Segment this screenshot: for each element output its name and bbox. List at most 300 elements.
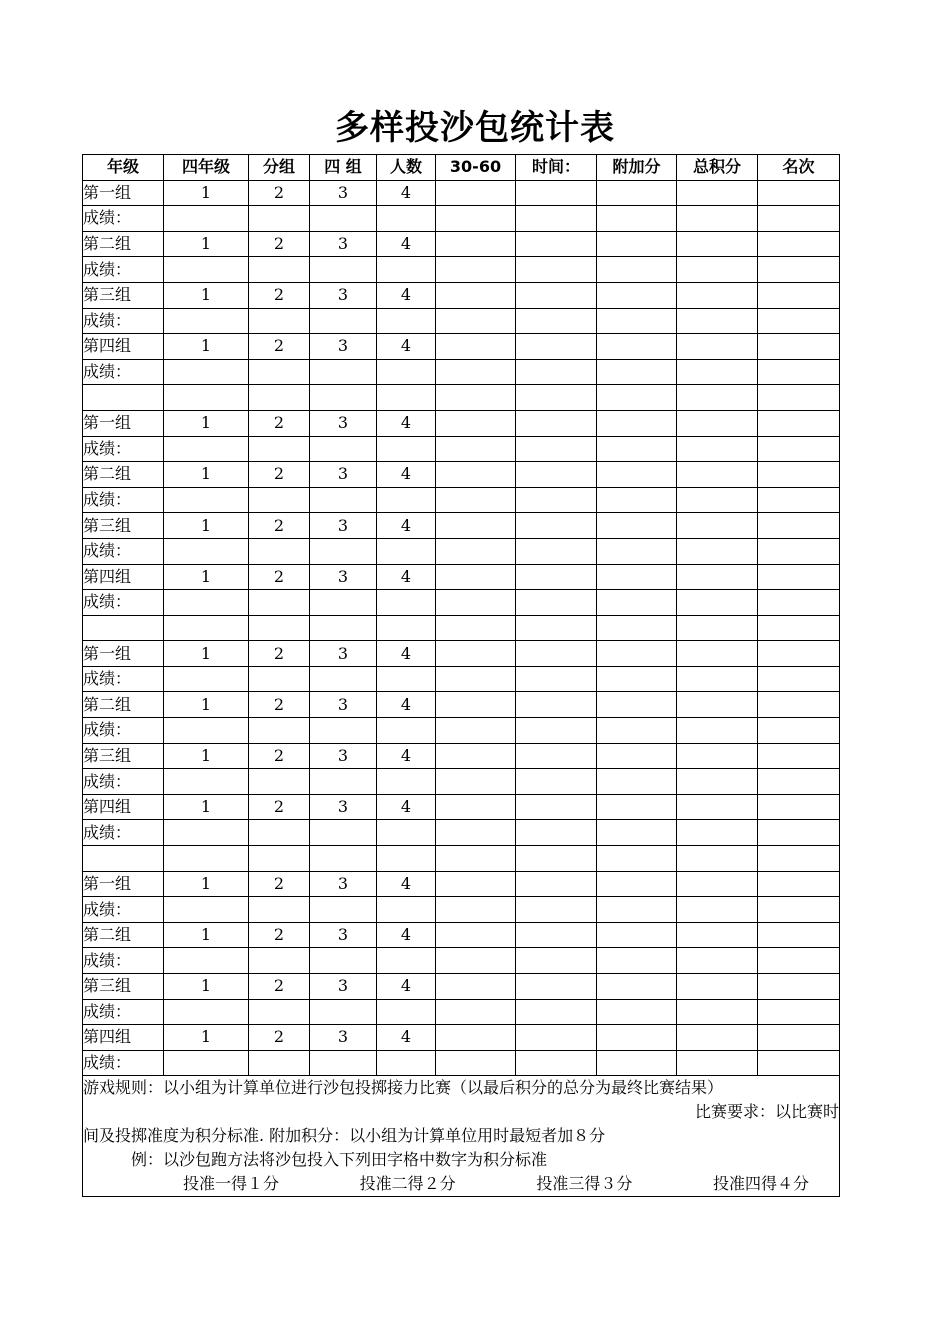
empty-cell	[164, 820, 249, 846]
empty-cell	[516, 1025, 597, 1051]
empty-cell	[249, 359, 310, 385]
empty-cell	[164, 846, 249, 872]
group-number: 2	[249, 410, 310, 436]
empty-cell	[597, 820, 677, 846]
empty-cell	[377, 206, 436, 232]
empty-cell	[516, 513, 597, 539]
empty-cell	[758, 462, 840, 488]
empty-cell	[436, 590, 516, 616]
empty-cell	[164, 666, 249, 692]
empty-cell	[310, 436, 377, 462]
group-number: 3	[310, 513, 377, 539]
empty-cell	[436, 897, 516, 923]
group-number: 1	[164, 564, 249, 590]
group-number: 1	[164, 282, 249, 308]
empty-cell	[677, 334, 758, 360]
empty-cell	[677, 231, 758, 257]
group-name: 第二组	[83, 462, 164, 488]
empty-cell	[516, 974, 597, 1000]
empty-cell	[516, 462, 597, 488]
group-number: 1	[164, 641, 249, 667]
score-row	[83, 538, 840, 564]
group-number: 4	[377, 231, 436, 257]
empty-cell	[597, 922, 677, 948]
score-row	[83, 436, 840, 462]
group-row	[83, 334, 840, 360]
empty-cell	[249, 846, 310, 872]
group-number: 1	[164, 334, 249, 360]
empty-cell	[758, 794, 840, 820]
empty-cell	[164, 487, 249, 513]
group-number: 2	[249, 513, 310, 539]
empty-cell	[436, 359, 516, 385]
empty-cell	[249, 308, 310, 334]
empty-cell	[677, 385, 758, 411]
score-row	[83, 257, 840, 283]
group-number: 3	[310, 743, 377, 769]
table-body	[83, 180, 840, 1076]
group-number: 4	[377, 922, 436, 948]
empty-cell	[597, 308, 677, 334]
score-label: 成绩：	[83, 897, 164, 923]
score-row	[83, 820, 840, 846]
empty-cell	[164, 615, 249, 641]
empty-cell	[310, 590, 377, 616]
group-number: 1	[164, 922, 249, 948]
group-number: 4	[377, 743, 436, 769]
group-row	[83, 692, 840, 718]
empty-cell	[597, 769, 677, 795]
empty-cell	[597, 180, 677, 206]
empty-cell	[436, 513, 516, 539]
group-number: 2	[249, 794, 310, 820]
group-number: 3	[310, 641, 377, 667]
empty-cell	[516, 359, 597, 385]
rules-row	[83, 1076, 840, 1197]
group-number: 1	[164, 974, 249, 1000]
empty-cell	[436, 410, 516, 436]
empty-cell	[249, 615, 310, 641]
empty-cell	[310, 820, 377, 846]
empty-cell	[597, 897, 677, 923]
empty-cell	[677, 743, 758, 769]
empty-cell	[310, 487, 377, 513]
empty-cell	[597, 410, 677, 436]
group-number: 1	[164, 743, 249, 769]
group-number: 4	[377, 334, 436, 360]
empty-cell	[597, 718, 677, 744]
group-name: 第二组	[83, 692, 164, 718]
header-cell: 总积分	[677, 155, 758, 181]
empty-cell	[677, 922, 758, 948]
score-label: 成绩：	[83, 948, 164, 974]
empty-cell	[597, 948, 677, 974]
empty-cell	[758, 948, 840, 974]
empty-cell	[377, 538, 436, 564]
header-cell: 四年级	[164, 155, 249, 181]
group-number: 2	[249, 1025, 310, 1051]
empty-cell	[677, 513, 758, 539]
empty-cell	[758, 897, 840, 923]
empty-cell	[249, 487, 310, 513]
empty-cell	[516, 180, 597, 206]
empty-cell	[597, 615, 677, 641]
empty-cell	[516, 794, 597, 820]
group-name: 第一组	[83, 641, 164, 667]
header-cell: 30-60	[436, 155, 516, 181]
group-number: 2	[249, 334, 310, 360]
rules-line: 例：以沙包跑方法将沙包投入下列田字格中数字为积分标准	[131, 1150, 548, 1170]
empty-cell	[249, 257, 310, 283]
empty-cell	[597, 462, 677, 488]
empty-cell	[377, 846, 436, 872]
empty-cell	[597, 257, 677, 283]
group-row	[83, 974, 840, 1000]
group-number: 1	[164, 231, 249, 257]
empty-cell	[436, 743, 516, 769]
group-number: 2	[249, 180, 310, 206]
empty-cell	[677, 692, 758, 718]
empty-cell	[677, 794, 758, 820]
empty-cell	[758, 436, 840, 462]
empty-cell	[249, 718, 310, 744]
group-name: 第四组	[83, 794, 164, 820]
empty-cell	[249, 538, 310, 564]
empty-cell	[310, 897, 377, 923]
group-number: 1	[164, 871, 249, 897]
empty-cell	[436, 436, 516, 462]
empty-cell	[164, 897, 249, 923]
empty-cell	[377, 1050, 436, 1076]
empty-cell	[377, 308, 436, 334]
group-name: 第一组	[83, 410, 164, 436]
spacer-row	[83, 615, 840, 641]
group-number: 4	[377, 564, 436, 590]
empty-cell	[377, 487, 436, 513]
group-number: 4	[377, 974, 436, 1000]
empty-cell	[516, 692, 597, 718]
empty-cell	[516, 231, 597, 257]
empty-cell	[436, 180, 516, 206]
empty-cell	[677, 462, 758, 488]
score-label: 成绩：	[83, 1050, 164, 1076]
empty-cell	[597, 231, 677, 257]
group-row	[83, 410, 840, 436]
empty-cell	[436, 820, 516, 846]
group-row	[83, 564, 840, 590]
group-row	[83, 282, 840, 308]
spacer-row	[83, 846, 840, 872]
group-number: 3	[310, 974, 377, 1000]
empty-cell	[758, 385, 840, 411]
empty-cell	[597, 282, 677, 308]
empty-cell	[164, 385, 249, 411]
empty-cell	[436, 718, 516, 744]
score-label: 成绩：	[83, 436, 164, 462]
empty-cell	[436, 257, 516, 283]
empty-cell	[436, 206, 516, 232]
empty-cell	[516, 948, 597, 974]
empty-cell	[597, 974, 677, 1000]
empty-cell	[758, 487, 840, 513]
empty-cell	[164, 718, 249, 744]
score-row	[83, 718, 840, 744]
rules-line: 游戏规则：以小组为计算单位进行沙包投掷接力比赛（以最后积分的总分为最终比赛结果）	[83, 1078, 724, 1098]
empty-cell	[516, 718, 597, 744]
empty-cell	[758, 718, 840, 744]
empty-cell	[677, 206, 758, 232]
group-number: 2	[249, 743, 310, 769]
score-row	[83, 769, 840, 795]
empty-cell	[758, 410, 840, 436]
spacer-row	[83, 385, 840, 411]
empty-cell	[597, 743, 677, 769]
empty-cell	[516, 820, 597, 846]
score-label: 成绩：	[83, 820, 164, 846]
group-number: 3	[310, 564, 377, 590]
group-row	[83, 922, 840, 948]
group-number: 3	[310, 794, 377, 820]
empty-cell	[516, 538, 597, 564]
empty-cell	[516, 641, 597, 667]
empty-cell	[677, 487, 758, 513]
rules-cell	[83, 1076, 840, 1197]
empty-cell	[597, 564, 677, 590]
empty-cell	[164, 948, 249, 974]
empty-cell	[516, 769, 597, 795]
score-label: 成绩：	[83, 718, 164, 744]
empty-cell	[83, 385, 164, 411]
empty-cell	[516, 436, 597, 462]
score-row	[83, 897, 840, 923]
group-number: 2	[249, 974, 310, 1000]
empty-cell	[677, 769, 758, 795]
empty-cell	[758, 564, 840, 590]
group-number: 3	[310, 410, 377, 436]
empty-cell	[249, 769, 310, 795]
header-cell: 四 组	[310, 155, 377, 181]
score-rule: 投准一得１分	[183, 1174, 280, 1194]
empty-cell	[436, 564, 516, 590]
group-row	[83, 794, 840, 820]
score-row	[83, 359, 840, 385]
score-row	[83, 999, 840, 1025]
empty-cell	[516, 846, 597, 872]
group-number: 3	[310, 692, 377, 718]
group-name: 第一组	[83, 180, 164, 206]
empty-cell	[758, 180, 840, 206]
group-number: 4	[377, 871, 436, 897]
empty-cell	[677, 564, 758, 590]
empty-cell	[758, 743, 840, 769]
group-number: 1	[164, 180, 249, 206]
empty-cell	[758, 820, 840, 846]
empty-cell	[597, 871, 677, 897]
empty-cell	[249, 820, 310, 846]
group-number: 3	[310, 334, 377, 360]
group-number: 1	[164, 1025, 249, 1051]
empty-cell	[758, 922, 840, 948]
score-label: 成绩：	[83, 538, 164, 564]
header-cell: 分组	[249, 155, 310, 181]
group-number: 2	[249, 282, 310, 308]
group-number: 4	[377, 462, 436, 488]
group-number: 1	[164, 513, 249, 539]
score-label: 成绩：	[83, 590, 164, 616]
empty-cell	[516, 615, 597, 641]
empty-cell	[164, 538, 249, 564]
empty-cell	[758, 334, 840, 360]
empty-cell	[597, 692, 677, 718]
empty-cell	[516, 487, 597, 513]
empty-cell	[436, 641, 516, 667]
empty-cell	[758, 538, 840, 564]
empty-cell	[436, 282, 516, 308]
empty-cell	[677, 180, 758, 206]
group-number: 1	[164, 462, 249, 488]
empty-cell	[164, 308, 249, 334]
empty-cell	[677, 820, 758, 846]
empty-cell	[436, 538, 516, 564]
score-row	[83, 666, 840, 692]
group-number: 3	[310, 231, 377, 257]
group-number: 2	[249, 564, 310, 590]
empty-cell	[164, 206, 249, 232]
group-number: 1	[164, 692, 249, 718]
header-cell: 名次	[758, 155, 840, 181]
group-number: 3	[310, 282, 377, 308]
empty-cell	[758, 692, 840, 718]
empty-cell	[377, 999, 436, 1025]
empty-cell	[436, 334, 516, 360]
empty-cell	[436, 871, 516, 897]
empty-cell	[597, 1025, 677, 1051]
empty-cell	[597, 846, 677, 872]
empty-cell	[164, 257, 249, 283]
group-name: 第一组	[83, 871, 164, 897]
group-number: 1	[164, 410, 249, 436]
empty-cell	[436, 666, 516, 692]
score-label: 成绩：	[83, 666, 164, 692]
empty-cell	[377, 897, 436, 923]
empty-cell	[516, 743, 597, 769]
empty-cell	[436, 231, 516, 257]
scoring-line	[83, 1172, 839, 1196]
empty-cell	[377, 359, 436, 385]
empty-cell	[597, 1050, 677, 1076]
empty-cell	[597, 590, 677, 616]
group-number: 3	[310, 922, 377, 948]
empty-cell	[677, 538, 758, 564]
empty-cell	[310, 769, 377, 795]
header-cell: 人数	[377, 155, 436, 181]
empty-cell	[677, 871, 758, 897]
group-number: 2	[249, 462, 310, 488]
header-cell: 时间：	[516, 155, 597, 181]
empty-cell	[677, 641, 758, 667]
score-row	[83, 206, 840, 232]
empty-cell	[310, 308, 377, 334]
empty-cell	[597, 538, 677, 564]
group-number: 4	[377, 180, 436, 206]
empty-cell	[516, 922, 597, 948]
empty-cell	[597, 334, 677, 360]
group-name: 第四组	[83, 334, 164, 360]
empty-cell	[597, 641, 677, 667]
empty-cell	[758, 871, 840, 897]
group-number: 4	[377, 794, 436, 820]
group-number: 3	[310, 871, 377, 897]
empty-cell	[310, 999, 377, 1025]
empty-cell	[83, 615, 164, 641]
empty-cell	[377, 769, 436, 795]
score-label: 成绩：	[83, 308, 164, 334]
empty-cell	[516, 410, 597, 436]
empty-cell	[597, 206, 677, 232]
score-row	[83, 948, 840, 974]
empty-cell	[310, 385, 377, 411]
group-name: 第二组	[83, 922, 164, 948]
empty-cell	[377, 718, 436, 744]
empty-cell	[758, 999, 840, 1025]
score-table	[82, 154, 840, 1197]
group-row	[83, 180, 840, 206]
empty-cell	[758, 206, 840, 232]
empty-cell	[164, 1050, 249, 1076]
empty-cell	[758, 769, 840, 795]
group-number: 4	[377, 692, 436, 718]
empty-cell	[436, 974, 516, 1000]
group-number: 4	[377, 282, 436, 308]
empty-cell	[310, 1050, 377, 1076]
score-label: 成绩：	[83, 257, 164, 283]
empty-cell	[436, 999, 516, 1025]
page-title: 多样投沙包统计表	[335, 108, 615, 148]
empty-cell	[677, 1050, 758, 1076]
empty-cell	[677, 718, 758, 744]
empty-cell	[597, 999, 677, 1025]
group-number: 3	[310, 180, 377, 206]
empty-cell	[164, 436, 249, 462]
empty-cell	[83, 846, 164, 872]
empty-cell	[310, 538, 377, 564]
empty-cell	[249, 1050, 310, 1076]
empty-cell	[249, 590, 310, 616]
empty-cell	[377, 615, 436, 641]
empty-cell	[677, 282, 758, 308]
group-name: 第三组	[83, 282, 164, 308]
empty-cell	[516, 1050, 597, 1076]
empty-cell	[516, 871, 597, 897]
group-row	[83, 871, 840, 897]
empty-cell	[436, 1025, 516, 1051]
empty-cell	[677, 897, 758, 923]
score-rule: 投准二得２分	[359, 1174, 456, 1194]
empty-cell	[677, 257, 758, 283]
empty-cell	[677, 308, 758, 334]
empty-cell	[677, 359, 758, 385]
group-row	[83, 641, 840, 667]
header-cell: 附加分	[597, 155, 677, 181]
empty-cell	[758, 359, 840, 385]
empty-cell	[164, 769, 249, 795]
empty-cell	[249, 948, 310, 974]
empty-cell	[758, 641, 840, 667]
empty-cell	[516, 897, 597, 923]
empty-cell	[436, 794, 516, 820]
group-row	[83, 513, 840, 539]
group-number: 2	[249, 871, 310, 897]
